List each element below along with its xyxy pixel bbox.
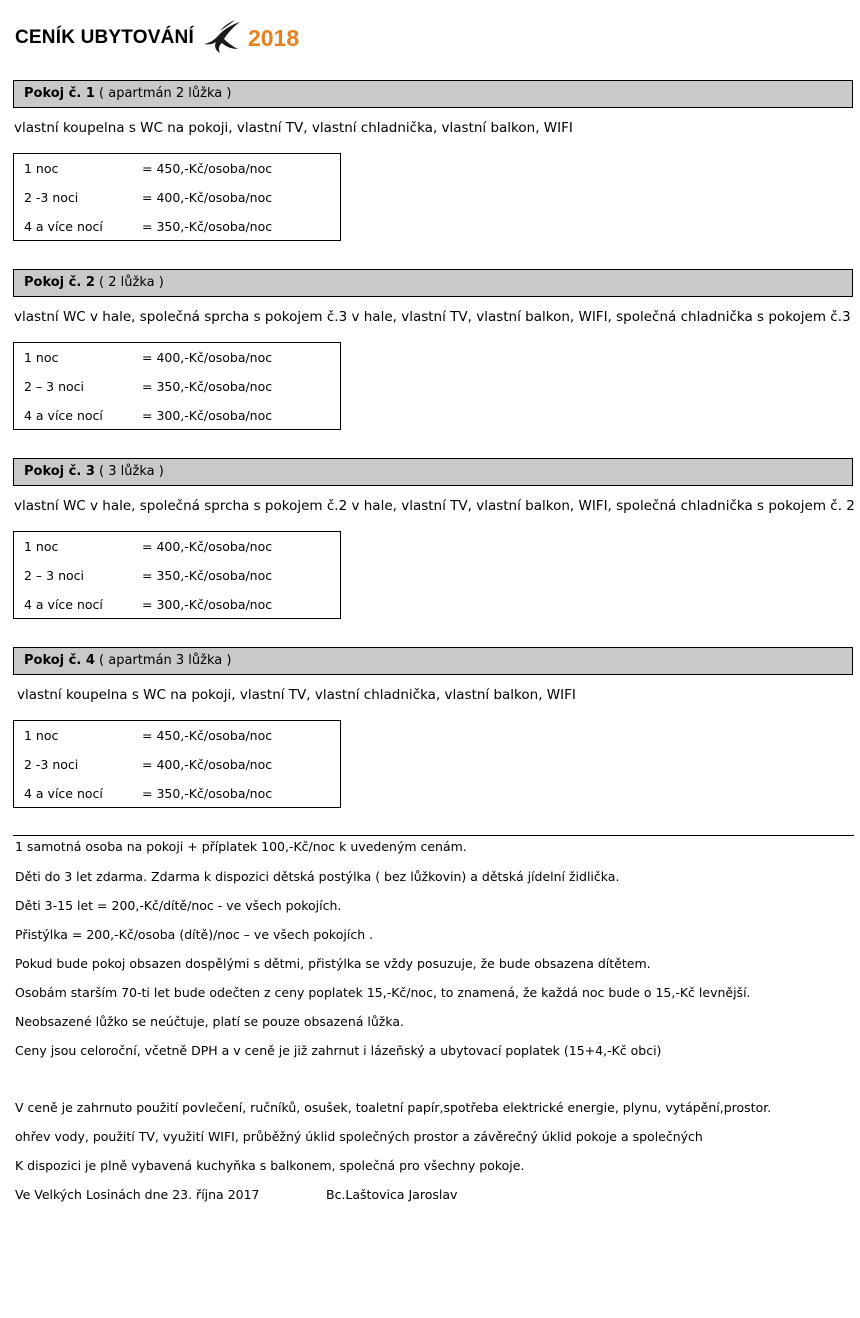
room-3-description: vlastní WC v hale, společná sprcha s pokojem č.2 v hale, vlastní TV, vlastní balkon, WIFI, společná chladnička s pokojem č. 2 <box>14 498 855 514</box>
room-4-description: vlastní koupelna s WC na pokoji, vlastní TV, vlastní chladnička, vlastní balkon, WIFI <box>17 687 576 703</box>
price-row <box>24 755 272 775</box>
note-line: Pokud bude pokoj obsazen dospělými s dětmi, přistýlka se vždy posuzuje, že bude obsazena dítětem. <box>15 956 651 971</box>
price-value: = 350,-Kč/osoba/noc <box>142 568 273 583</box>
room-label: Pokoj č. 1 <box>24 86 95 101</box>
price-nights: 1 noc <box>24 350 59 365</box>
price-row <box>24 377 272 397</box>
price-nights: 4 a více nocí <box>24 597 103 612</box>
room-4-header <box>13 647 853 675</box>
price-row <box>24 159 272 179</box>
room-2-price-table <box>13 342 341 430</box>
price-row <box>24 217 272 237</box>
price-value: = 450,-Kč/osoba/noc <box>142 161 273 176</box>
price-value: = 400,-Kč/osoba/noc <box>142 190 273 205</box>
price-row <box>24 406 272 426</box>
document-header <box>15 18 299 58</box>
price-nights: 4 a více nocí <box>24 219 103 234</box>
note-line: Neobsazené lůžko se neúčtuje, platí se pouze obsazená lůžka. <box>15 1014 405 1029</box>
price-nights: 2 -3 noci <box>24 190 79 205</box>
room-label: Pokoj č. 3 <box>24 464 95 479</box>
price-nights: 4 a více nocí <box>24 408 103 423</box>
page-title: CENÍK UBYTOVÁNÍ <box>15 27 194 48</box>
price-row <box>24 784 272 804</box>
included-line: V ceně je zahrnuto použití povlečení, ručníků, osušek, toaletní papír,spotřeba elektrické energie, plynu, vytápění,prostor. <box>15 1100 772 1115</box>
note-line: Děti 3-15 let = 200,-Kč/dítě/noc - ve všech pokojích. <box>15 898 342 913</box>
signature-author: Bc.Laštovica Jaroslav <box>326 1187 458 1202</box>
room-1-header <box>13 80 853 108</box>
room-4-price-table <box>13 720 341 808</box>
room-label: Pokoj č. 4 <box>24 653 95 668</box>
room-3-header <box>13 458 853 486</box>
year-label: 2018 <box>247 24 300 51</box>
price-nights: 2 -3 noci <box>24 757 79 772</box>
signature-place-date: Ve Velkých Losinách dne 23. října 2017 <box>15 1187 260 1202</box>
note-line: Přistýlka = 200,-Kč/osoba (dítě)/noc – ve všech pokojích . <box>15 927 374 942</box>
note-line: Děti do 3 let zdarma. Zdarma k dispozici dětská postýlka ( bez lůžkovin) a dětská jídelní židlička. <box>15 869 620 884</box>
price-value: = 350,-Kč/osoba/noc <box>142 786 273 801</box>
price-value: = 400,-Kč/osoba/noc <box>142 757 273 772</box>
room-label: Pokoj č. 2 <box>24 275 95 290</box>
price-row <box>24 537 272 557</box>
price-value: = 450,-Kč/osoba/noc <box>142 728 273 743</box>
room-1-price-table <box>13 153 341 241</box>
price-row <box>24 188 272 208</box>
room-subtitle: ( apartmán 2 lůžka ) <box>99 86 232 101</box>
room-1-description: vlastní koupelna s WC na pokoji, vlastní TV, vlastní chladnička, vlastní balkon, WIFI <box>14 120 573 136</box>
room-subtitle: ( apartmán 3 lůžka ) <box>99 653 232 668</box>
room-subtitle: ( 2 lůžka ) <box>99 275 164 290</box>
price-row <box>24 566 272 586</box>
room-3-price-table <box>13 531 341 619</box>
included-line: K dispozici je plně vybavená kuchyňka s balkonem, společná pro všechny pokoje. <box>15 1158 525 1173</box>
room-subtitle: ( 3 lůžka ) <box>99 464 164 479</box>
price-nights: 1 noc <box>24 161 59 176</box>
price-value: = 400,-Kč/osoba/noc <box>142 350 273 365</box>
note-line: Ceny jsou celoroční, včetně DPH a v ceně je již zahrnut i lázeňský a ubytovací poplatek (15+4,-Kč obci) <box>15 1043 662 1058</box>
note-line: Osobám starším 70-ti let bude odečten z ceny poplatek 15,-Kč/noc, to znamená, že každá noc bude o 15,-Kč levnější. <box>15 985 751 1000</box>
price-row <box>24 595 272 615</box>
price-nights: 1 noc <box>24 539 59 554</box>
price-value: = 400,-Kč/osoba/noc <box>142 539 273 554</box>
included-line: ohřev vody, použití TV, využití WIFI, průběžný úklid společných prostor a závěrečný úklid pokoje a společných <box>15 1129 703 1144</box>
price-nights: 2 – 3 noci <box>24 568 84 583</box>
swallow-icon <box>202 19 242 57</box>
price-value: = 300,-Kč/osoba/noc <box>142 408 273 423</box>
section-divider <box>13 835 854 836</box>
price-row <box>24 348 272 368</box>
note-line: 1 samotná osoba na pokoji + příplatek 100,-Kč/noc k uvedeným cenám. <box>15 839 467 854</box>
room-2-header <box>13 269 853 297</box>
room-2-description: vlastní WC v hale, společná sprcha s pokojem č.3 v hale, vlastní TV, vlastní balkon, WIFI, společná chladnička s pokojem č.3 <box>14 309 851 325</box>
price-nights: 4 a více nocí <box>24 786 103 801</box>
price-value: = 350,-Kč/osoba/noc <box>142 379 273 394</box>
price-value: = 300,-Kč/osoba/noc <box>142 597 273 612</box>
price-nights: 1 noc <box>24 728 59 743</box>
price-nights: 2 – 3 noci <box>24 379 84 394</box>
price-value: = 350,-Kč/osoba/noc <box>142 219 273 234</box>
price-row <box>24 726 272 746</box>
